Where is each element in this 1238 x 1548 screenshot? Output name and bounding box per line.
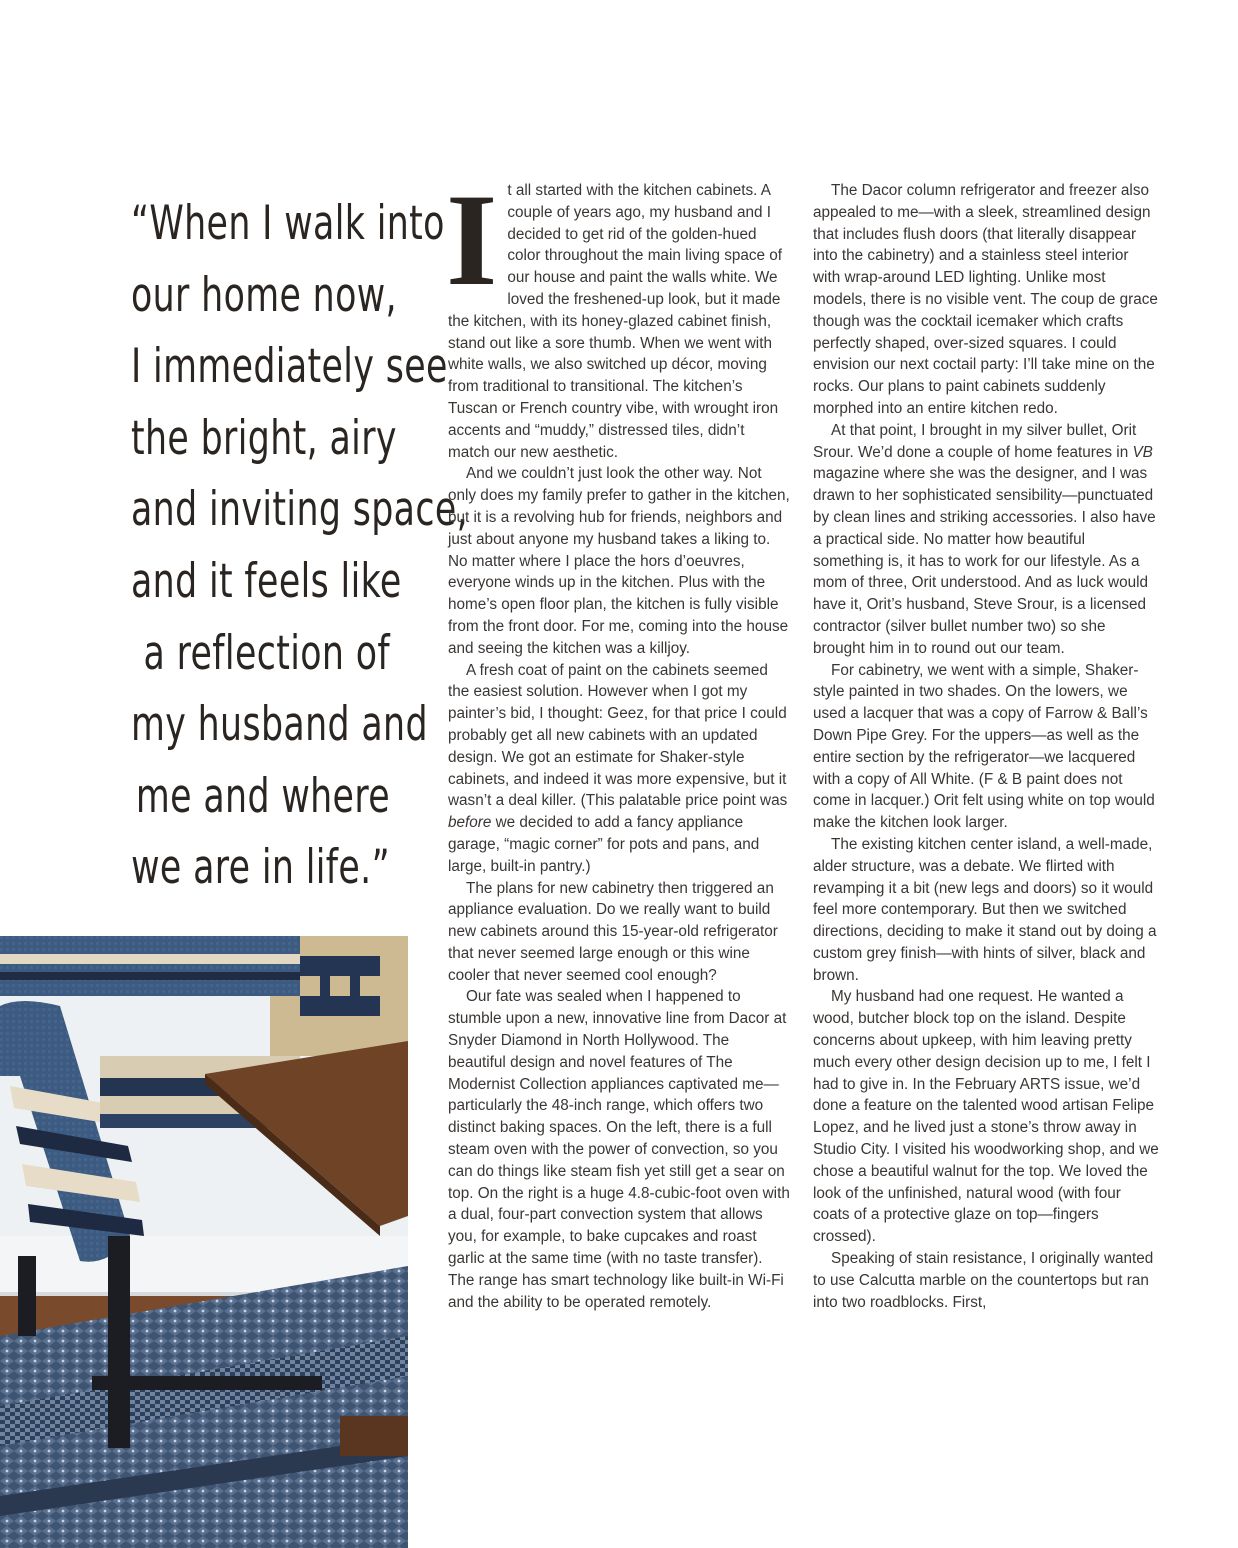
article-column-2 [813, 180, 1159, 1313]
paragraph: It all started with the kitchen cabinets. A couple of years ago, my husband and I decided to get rid of the golden-hued color throughout the main living space of our house and paint the walls white. We loved the freshened-up look, but it made the kitchen, with its honey-glazed cabinet finish, stand out like a sore thumb. When we went with white walls, we also switched up décor, moving from traditional to transitional. The kitchen’s Tuscan or French country vibe, with wrought iron accents and “muddy,” distressed tiles, didn’t match our new aesthetic. [446, 166, 783, 461]
chair-photo [0, 936, 408, 1548]
pull-quote-line: the bright, airy [131, 410, 397, 466]
paragraph: The existing kitchen center island, a well-made, alder structure, was a debate. We flirted with revamping it a bit (new legs and doors) so it would feel more contemporary. But then we switched directions, deciding to make it stand out by doing a custom grey finish—with hints of silver, black and brown. [813, 835, 1157, 984]
paragraph: My husband had one request. He wanted a wood, butcher block top on the island. Despite concerns about upkeep, with him leaving pretty much every other design decision up to me, I felt I had to give in. In the February ARTS issue, we’d done a feature on the talented wood artisan Felipe Lopez, and he lived just a stone’s throw away in Studio City. I visited his woodworking shop, and we chose a beautiful walnut for the top. We loved the look of the unfinished, natural wood (with four coats of a protective glaze on top—fingers crossed). [813, 988, 1159, 1246]
pull-quote-line: and inviting space, [131, 482, 469, 538]
paragraph: A fresh coat of paint on the cabinets seemed the easiest solution. However when I got my painter’s bid, I thought: Geez, for that price I could probably get all new cabinets with an updated design. We got an estimate for Shaker-style cabinets, and indeed it was more expensive, but it wasn’t a deal killer. (This palatable price point was before we decided to add a fancy appliance garage, “magic corner” for pots and pans, and large, built-in pantry.) [448, 661, 788, 875]
pull-quote-line: me and where [135, 768, 390, 824]
pull-quote-line: I immediately see [131, 339, 448, 395]
paragraph: At that point, I brought in my silver bullet, Orit Srour. We’d done a couple of home features in VB magazine where she was the designer, and I was drawn to her sophisticated sensibility—punctuated by clean lines and striking accessories. I also have a practical side. No matter how beautiful something is, it has to work for our lifestyle. As a mom of three, Orit understood. And as luck would have it, Orit’s husband, Steve Srour, is a licensed contractor (silver bullet number two) so she brought him in to round out our team. [813, 421, 1156, 657]
paragraph: Our fate was sealed when I happened to stumble upon a new, innovative line from Dacor at Snyder Diamond in North Hollywood. The beautiful design and novel features of The Modernist Collection appliances captivated me—particularly the 48-inch range, which offers two distinct baking spaces. On the left, there is a full steam oven with the power of convection, so you can do things like steam fish yet still get a sear on top. On the right is a huge 4.8-cubic-foot oven with a dual, four-part convection system that allows you, for example, to bake cupcakes and roast garlic at the same time (with no taste transfer). The range has smart technology like built-in Wi-Fi and the ability to be operated remotely. [448, 988, 790, 1311]
article-column-1 [446, 166, 790, 1313]
paragraph: For cabinetry, we went with a simple, Shaker-style painted in two shades. On the lowers, we used a lacquer that was a copy of Farrow & Ball’s Down Pipe Grey. For the uppers—as well as the entire section by the refrigerator—we lacquered with a copy of All White. (F & B paint does not come in lacquer.) Orit felt using white on top would make the kitchen look larger. [813, 661, 1155, 832]
paragraph: The plans for new cabinetry then triggered an appliance evaluation. Do we really want to build new cabinets around this 15-year-old refrigerator that never seemed large enough or this wine cooler that never seemed cool enough? [448, 879, 778, 984]
pull-quote-line: our home now, [131, 267, 397, 323]
pull-quote-line: my husband and [131, 697, 428, 753]
pull-quote-line: a reflection of [143, 625, 390, 681]
paragraph: The Dacor column refrigerator and freezer also appealed to me—with a sleek, streamlined design that includes flush doors (that literally disappear into the cabinetry) and a stainless steel interior with wrap-around LED lighting. Unlike most models, there is no visible vent. The coup de grace though was the cocktail icemaker which crafts perfectly shaped, over-sized squares. I could envision our next coctail party: I’ll take mine on the rocks. Our plans to paint cabinets suddenly morphed into an entire kitchen redo. [813, 182, 1158, 417]
pull-quote [131, 188, 469, 904]
paragraph: And we couldn’t just look the other way. Not only does my family prefer to gather in the kitchen, but it is a revolving hub for friends, neighbors and just about anyone my husband takes a liking to. No matter where I place the hors d’oeuvres, everyone winds up in the kitchen. Plus with the home’s open floor plan, the kitchen is fully visible from the front door. For me, coming into the house and seeing the kitchen was a killjoy. [448, 465, 790, 657]
paragraph: Speaking of stain resistance, I originally wanted to use Calcutta marble on the countertops but ran into two roadblocks. First, [813, 1250, 1154, 1311]
drop-cap: I [446, 166, 498, 313]
pull-quote-line: and it feels like [131, 553, 402, 609]
pull-quote-line: “When I walk into [131, 196, 445, 251]
pull-quote-line: we are in life.” [131, 840, 390, 896]
